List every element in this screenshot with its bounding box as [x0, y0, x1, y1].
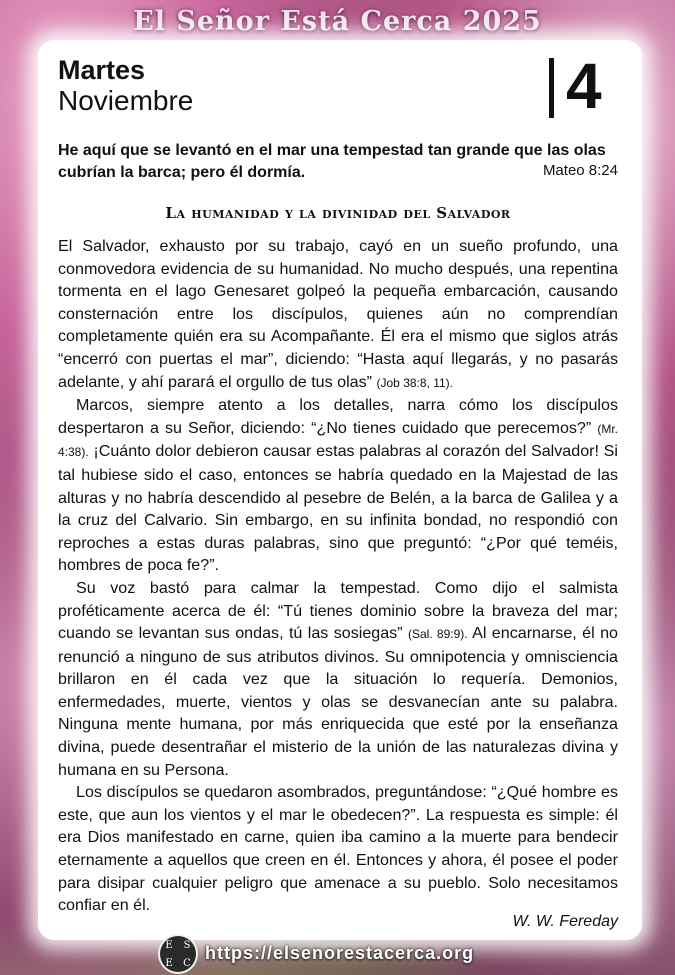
logo-icon — [160, 936, 196, 972]
paragraph-text: El Salvador, exhausto por su trabajo, cayó en un sueño profundo, una conmovedora evidencia de su humanidad. No mucho después, una repentina tormenta en el lago Genesaret golpeó la pequeña embarcación, causando consternación entre los discípulos, quienes aún no comprendían completamente quién era su Acompañante. Él era el mismo que siglos atrás “encerró con puertas el mar”, diciendo: “Hasta aquí llegarás, y no pasarás adelante, y ahí parará el orgullo de tus olas” — [58, 237, 618, 391]
verse-reference: Mateo 8:24 — [542, 162, 618, 179]
publication-title: El Señor Está Cerca 2025 — [133, 6, 542, 37]
logo-letter: E — [165, 939, 173, 951]
website-link[interactable]: https://elsenorestacerca.org — [205, 943, 475, 963]
logo-letter: E — [165, 957, 173, 969]
paragraph-text: Los discípulos se quedaron asombrados, preguntándose: “¿Qué hombre es este, que aun los vientos y el mar le obedecen?”. La respuesta es simple: él era Dios manifestado en carne, quien iba camino a la muerte para bendecir eternamente a aquellos que creen en él. Entonces y ahora, él posee el poder para disipar cualquier peligro que amenace a su pueblo. Solo necesitamos confiar en él. — [58, 783, 618, 915]
date-divider — [549, 58, 554, 118]
article-title: La humanidad y la divinidad del Salvador — [165, 204, 511, 222]
paragraph-text: Su voz bastó para calmar la tempestad. Como dijo el salmista proféticamente acerca de él: “Tú tienes dominio sobre la braveza del mar; cuando se levantan sus ondas, tú las sosiegas” — [58, 578, 618, 643]
paragraph — [58, 235, 618, 394]
scripture-reference: (Sal. 89:9). — [407, 627, 468, 642]
day-number: 4 — [566, 50, 602, 122]
scripture-reference: (Job 38:8, 11). — [376, 375, 454, 390]
paragraph-text: Marcos, siempre atento a los detalles, narra cómo los discípulos despertaron a su Señor, diciendo: “¿No tienes cuidado que perecemos?” — [58, 396, 618, 437]
weekday-label: Martes — [58, 55, 146, 85]
month-label: Noviembre — [58, 85, 194, 116]
paragraph — [58, 577, 618, 781]
paragraph-text: Al encarnarse, él no renunció a ninguno de sus atributos divinos. Su omnipotencia y omnisciencia brillaron en él cada vez que la situación lo requería. Demonios, enfermedades, muerte, vientos y olas se desvanecían ante su palabra. Ninguna mente humana, por más enriquecida que esté por la enseñanza divina, puede desentrañar el misterio de la unión de las naturalezas divina y humana en su Persona. — [58, 624, 618, 779]
paragraph — [58, 781, 618, 917]
paragraph — [58, 394, 618, 577]
paragraph-text: ¡Cuánto dolor debieron causar estas palabras al corazón del Salvador! Si tal hubiese sido el caso, entonces se habría quedado en la Majestad de las alturas y no habría descendido al pesebre de Belén, a la barca de Galilea y a la cruz del Calvario. Sin embargo, en su infinita bondad, no respondió con reproches a estas duras palabras, sino que preguntó: “¿Por qué teméis, hombres de poca fe?”. — [58, 442, 618, 575]
logo-letter: C — [183, 957, 191, 969]
scripture-reference: (Mr. 4:38). — [58, 421, 618, 460]
author-name: W. W. Fereday — [512, 913, 618, 930]
logo-letter: S — [183, 939, 191, 951]
article-body — [58, 235, 618, 917]
bible-verse: He aquí que se levantó en el mar una tempestad tan grande que las olas cubrían la barca; pero él dormía. — [58, 142, 606, 181]
